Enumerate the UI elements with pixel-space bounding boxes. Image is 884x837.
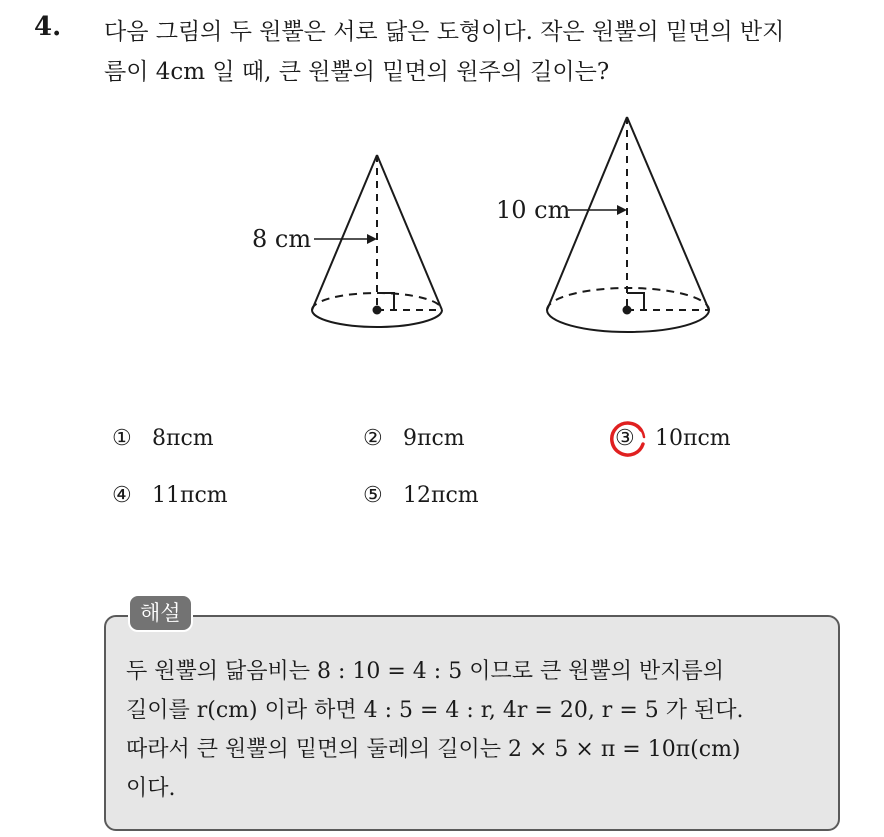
- small-cone: [312, 155, 442, 327]
- explanation-line: 따라서 큰 원뿔의 밑면의 둘레의 길이는 2 × 5 × π = 10π(cm): [126, 737, 741, 762]
- choice-number: ①: [112, 426, 132, 451]
- question-number: 4.: [34, 12, 62, 42]
- choice-value: 9πcm: [403, 426, 465, 451]
- explanation-line: 이다.: [126, 776, 176, 801]
- choice-number: ④: [112, 483, 132, 508]
- small-cone-arrowhead: [367, 234, 377, 244]
- small-cone-left-edge: [312, 155, 377, 310]
- question-text: [104, 12, 874, 92]
- small-cone-right-edge: [377, 155, 442, 310]
- question-line: 름이 4cm 일 때, 큰 원뿔의 밑면의 원주의 길이는?: [104, 59, 610, 85]
- explanation-text: [126, 652, 826, 808]
- large-cone-arrowhead: [617, 205, 627, 215]
- explanation-line: 길이를 r(cm) 이라 하면 4 : 5 = 4 : r, 4r = 20, r = 5 가 된다.: [126, 698, 744, 723]
- large-cone: [547, 117, 709, 332]
- choice-3[interactable]: [615, 426, 731, 451]
- choice-4[interactable]: [112, 483, 228, 508]
- cones-figure: [240, 105, 740, 345]
- small-cone-height-label: 8 cm: [252, 225, 312, 253]
- choice-number: ③: [615, 426, 635, 451]
- choice-2[interactable]: [363, 426, 465, 451]
- choice-value: 10πcm: [655, 426, 731, 451]
- choice-5[interactable]: [363, 483, 479, 508]
- choice-1[interactable]: [112, 426, 214, 451]
- choice-number: ②: [363, 426, 383, 451]
- question-line: 다음 그림의 두 원뿔은 서로 닮은 도형이다. 작은 원뿔의 밑면의 반지: [104, 19, 785, 45]
- explanation-line: 두 원뿔의 닮음비는 8 : 10 = 4 : 5 이므로 큰 원뿔의 반지름의: [126, 659, 724, 684]
- small-cone-center: [373, 306, 382, 315]
- choice-value: 11πcm: [152, 483, 228, 508]
- choice-number: ⑤: [363, 483, 383, 508]
- choice-value: 12πcm: [403, 483, 479, 508]
- large-cone-height-label: 10 cm: [496, 196, 571, 224]
- large-cone-center: [623, 306, 632, 315]
- explanation-tag: 해설: [128, 594, 193, 632]
- cones-diagram: [240, 105, 740, 345]
- choice-value: 8πcm: [152, 426, 214, 451]
- large-cone-right-edge: [627, 117, 709, 310]
